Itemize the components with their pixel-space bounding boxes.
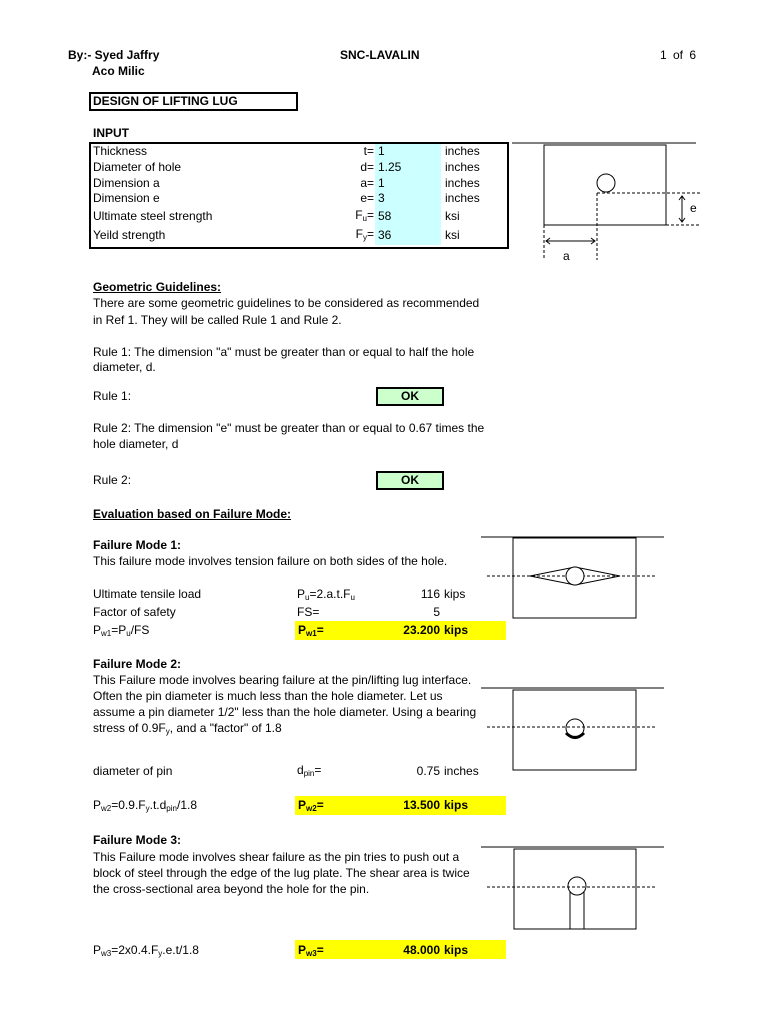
fm3-formula: $P_{w3}=2x0.4.F_y.e.t/1.8$ — [93, 943, 199, 958]
company-name: SNC-LAVALIN — [340, 48, 420, 62]
input-unit: inches — [445, 144, 480, 158]
fm3-description-line-3: the cross-sectional area beyond the hole for the pin. — [93, 882, 370, 896]
fm3-result-symbol: $P_{w3}=$ — [298, 943, 324, 958]
fm1-row2-value: 5 — [433, 605, 440, 619]
evaluation-heading: Evaluation based on Failure Mode: — [93, 507, 292, 521]
rule1-label: Rule 1: — [93, 389, 132, 403]
fm3-description-line-1: This Failure mode involves shear failure as the pin tries to push out a — [93, 850, 460, 864]
input-unit: inches — [445, 160, 480, 174]
input-unit: inches — [445, 191, 480, 205]
fm2-result-unit: kips — [444, 798, 469, 812]
document-title: DESIGN OF LIFTING LUG — [89, 92, 298, 111]
input-value[interactable]: 58 — [378, 209, 392, 223]
geometric-heading: Geometric Guidelines: — [93, 280, 222, 294]
fm1-row1-unit: kips — [444, 587, 466, 601]
author-line: By:- Syed Jaffry — [68, 48, 160, 62]
fm3-result-value: 48.000 — [403, 943, 440, 957]
fm2-description-line-1: This Failure mode involves bearing failure at the pin/lifting lug interface. — [93, 673, 472, 687]
fm1-row2-formula: FS= — [297, 605, 320, 619]
fm2-row1-unit: inches — [444, 764, 479, 778]
fm2-heading: Failure Mode 2: — [93, 657, 182, 671]
fm2-result-value: 13.500 — [403, 798, 440, 812]
input-symbol: t= — [363, 144, 374, 158]
fm1-result-unit: kips — [444, 623, 469, 637]
fm2-description-line-2: Often the pin diameter is much less than the hole diameter. Let us — [93, 689, 443, 703]
fm2-row1-label: diameter of pin — [93, 764, 173, 778]
dimension-e-label: e — [690, 201, 697, 215]
input-value[interactable]: 1 — [378, 176, 385, 190]
input-value[interactable]: 36 — [378, 228, 392, 242]
input-symbol: e= — [360, 191, 374, 205]
input-label: Ultimate steel strength — [93, 209, 213, 223]
input-label: Thickness — [93, 144, 148, 158]
rule2-text-line-1: Rule 2: The dimension "e" must be greater than or equal to 0.67 times the — [93, 421, 485, 435]
rule1-status-badge: OK — [376, 387, 444, 406]
rule1-text-line-2: diameter, d. — [93, 360, 156, 374]
fm1-row1-label: Ultimate tensile load — [93, 587, 202, 601]
fm3-description-line-2: block of steel through the edge of the lug plate. The shear area is twice — [93, 866, 470, 880]
input-symbol: $F_y=$ — [355, 227, 374, 242]
fm2-result-symbol: $P_{w2}=$ — [298, 798, 324, 813]
fm2-description-line-3: assume a pin diameter 1/2" less than the hole diameter. Using a bearing — [93, 705, 477, 719]
input-unit: ksi — [445, 228, 460, 242]
input-unit: ksi — [445, 209, 460, 223]
input-value[interactable]: 1 — [378, 144, 385, 158]
rule2-text-line-2: hole diameter, d — [93, 437, 179, 451]
fm2-row1-value: 0.75 — [416, 764, 440, 778]
input-label: Dimension e — [93, 191, 160, 205]
fm3-heading: Failure Mode 3: — [93, 833, 182, 847]
input-heading: INPUT — [93, 126, 129, 140]
input-label: Dimension a — [93, 176, 160, 190]
fm1-result-value: 23.200 — [403, 623, 440, 637]
input-unit: inches — [445, 176, 480, 190]
rule1-text-line-1: Rule 1: The dimension "a" must be greater than or equal to half the hole — [93, 345, 475, 359]
fm1-row1-value: 116 — [420, 587, 440, 601]
fm2-row1-symbol: $d_{pin}=$ — [297, 763, 322, 778]
page-number: 1 of 6 — [660, 48, 697, 62]
input-label: Yeild strength — [93, 228, 166, 242]
input-symbol: $F_u=$ — [355, 208, 374, 223]
fm1-result-formula: $P_{w1}=P_u/FS$ — [93, 623, 150, 638]
dimension-a-label: a — [563, 249, 570, 263]
input-value[interactable]: 1.25 — [378, 160, 402, 174]
input-value[interactable]: 3 — [378, 191, 385, 205]
geometric-intro-line-1: There are some geometric guidelines to be considered as recommended — [93, 296, 480, 310]
fm1-row2-label: Factor of safety — [93, 605, 176, 619]
fm2-formula: $P_{w2}=0.9.F_y.t.d_{pin}/1.8$ — [93, 798, 197, 813]
input-label: Diameter of hole — [93, 160, 182, 174]
fm1-row1-formula: $P_u=2.a.t.F_u$ — [297, 587, 355, 602]
fm1-description: This failure mode involves tension failure on both sides of the hole. — [93, 554, 448, 568]
fm3-result-unit: kips — [444, 943, 469, 957]
author-line-2: Aco Milic — [92, 64, 145, 78]
rule2-status-badge: OK — [376, 471, 444, 490]
rule2-label: Rule 2: — [93, 473, 132, 487]
fm1-heading: Failure Mode 1: — [93, 538, 182, 552]
fm1-result-symbol: $P_{w1}=$ — [298, 623, 324, 638]
geometric-intro-line-2: in Ref 1. They will be called Rule 1 and Rule 2. — [93, 313, 342, 327]
fm2-description-line-4: stress of $0.9F_y$, and a "factor" of 1.8 — [93, 721, 282, 736]
input-symbol: d= — [360, 160, 374, 174]
input-symbol: a= — [360, 176, 374, 190]
